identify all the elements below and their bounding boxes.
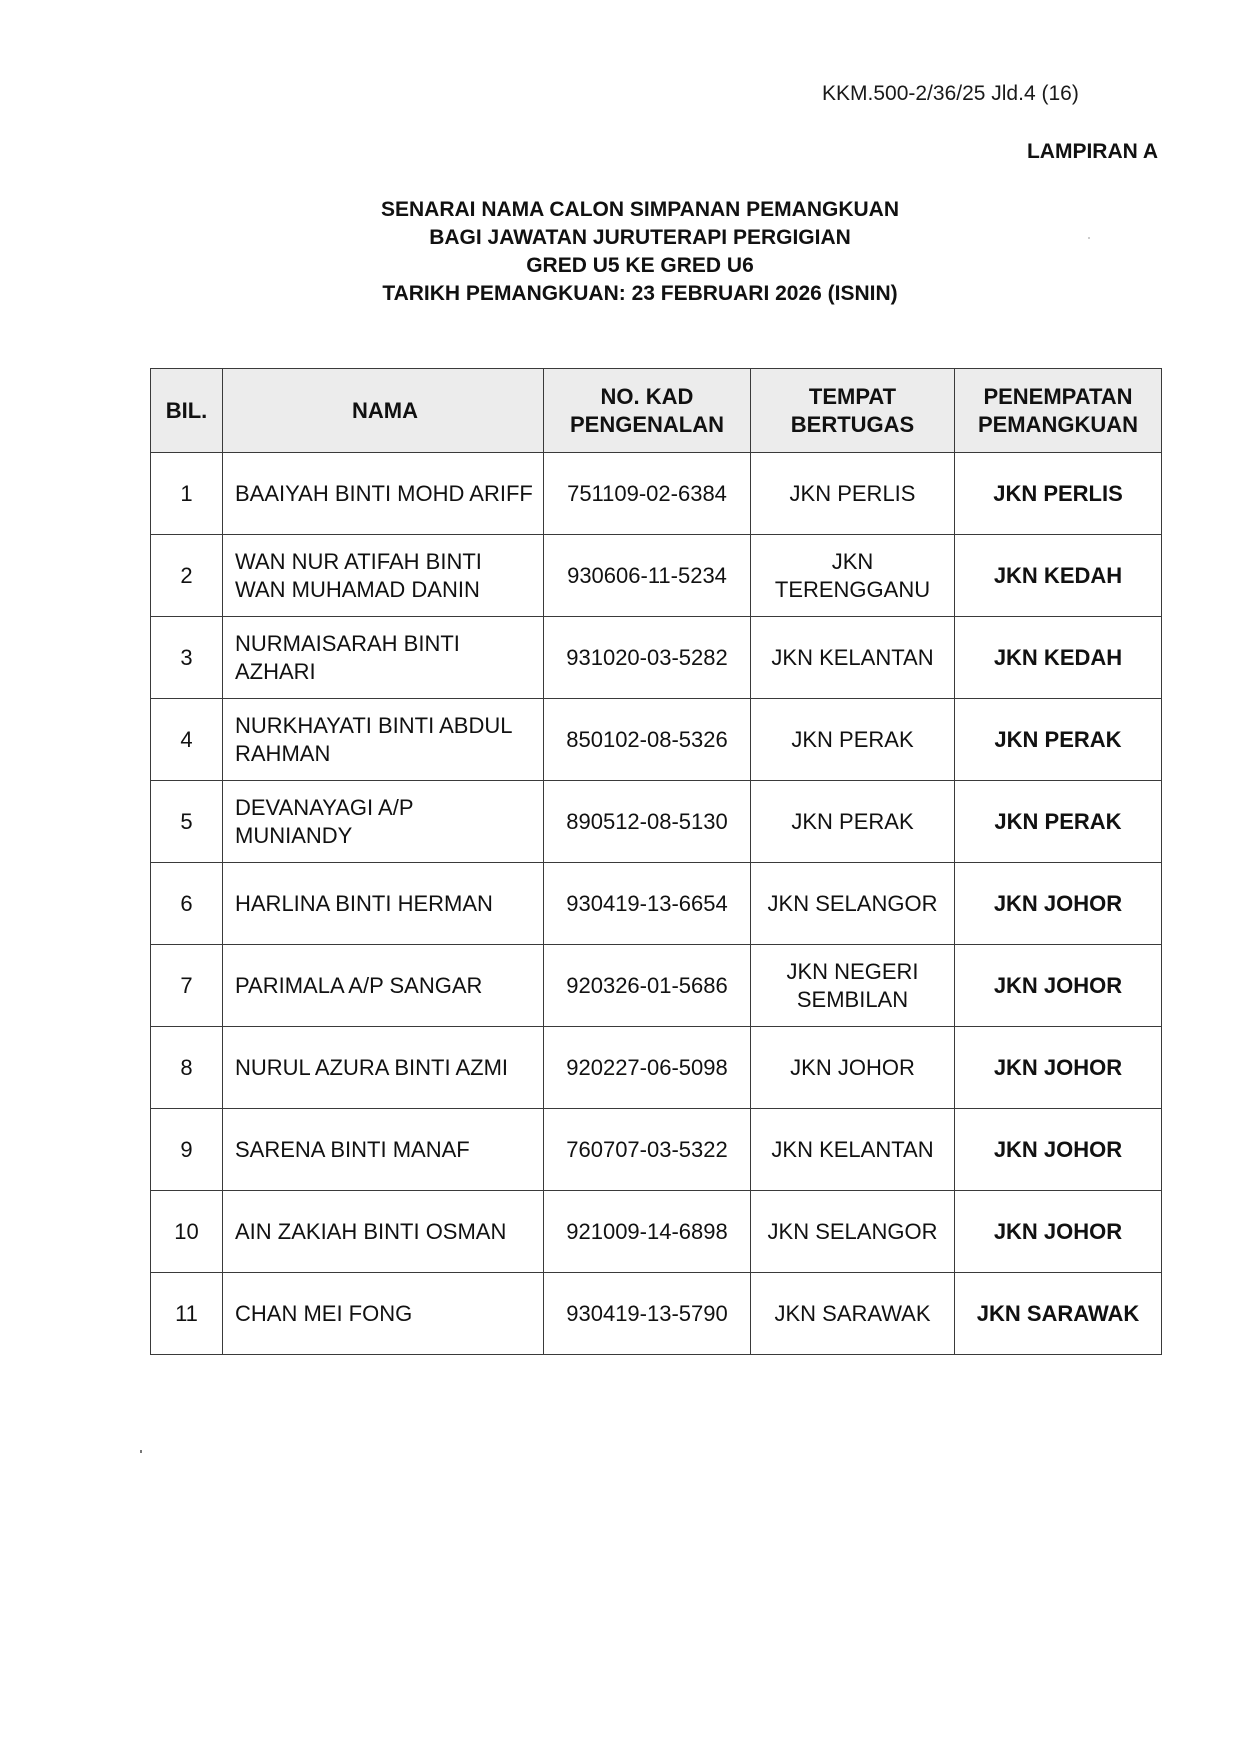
cell-bil: 7 <box>151 945 223 1027</box>
header-nama: NAMA <box>223 369 544 453</box>
cell-ic: 930419-13-5790 <box>544 1273 751 1355</box>
scan-artifact <box>140 1450 142 1453</box>
cell-nama: NURKHAYATI BINTI ABDUL RAHMAN <box>223 699 544 781</box>
table-row <box>151 945 1162 1027</box>
header-tempat-line: TEMPAT <box>808 383 897 409</box>
cell-ic: 751109-02-6384 <box>544 453 751 535</box>
cell-tempat: JKN TERENGGANU <box>751 535 955 617</box>
cell-bil: 8 <box>151 1027 223 1109</box>
cell-ic: 920326-01-5686 <box>544 945 751 1027</box>
title-line: SENARAI NAMA CALON SIMPANAN PEMANGKUAN <box>381 198 899 221</box>
attachment-label: LAMPIRAN A <box>1026 140 1158 163</box>
cell-ic: 760707-03-5322 <box>544 1109 751 1191</box>
cell-penempatan: JKN PERAK <box>955 781 1162 863</box>
cell-ic: 920227-06-5098 <box>544 1027 751 1109</box>
cell-nama: HARLINA BINTI HERMAN <box>223 863 544 945</box>
cell-bil: 6 <box>151 863 223 945</box>
cell-bil: 2 <box>151 535 223 617</box>
cell-penempatan: JKN PERLIS <box>955 453 1162 535</box>
cell-penempatan: JKN JOHOR <box>955 1027 1162 1109</box>
header-tempat <box>751 369 955 453</box>
header-bil: BIL. <box>151 369 223 453</box>
table-row <box>151 699 1162 781</box>
cell-tempat: JKN PERAK <box>751 699 955 781</box>
cell-bil: 5 <box>151 781 223 863</box>
cell-tempat: JKN KELANTAN <box>751 1109 955 1191</box>
cell-tempat: JKN JOHOR <box>751 1027 955 1109</box>
cell-bil: 11 <box>151 1273 223 1355</box>
cell-nama: NURMAISARAH BINTI AZHARI <box>223 617 544 699</box>
cell-tempat: JKN PERAK <box>751 781 955 863</box>
cell-nama: PARIMALA A/P SANGAR <box>223 945 544 1027</box>
table-row <box>151 535 1162 617</box>
header-ic <box>544 369 751 453</box>
table-row <box>151 781 1162 863</box>
table-row <box>151 1191 1162 1273</box>
cell-nama: CHAN MEI FONG <box>223 1273 544 1355</box>
scan-artifact <box>1088 237 1090 239</box>
cell-ic: 931020-03-5282 <box>544 617 751 699</box>
cell-nama: SARENA BINTI MANAF <box>223 1109 544 1191</box>
candidate-table <box>150 368 1162 1355</box>
cell-tempat: JKN KELANTAN <box>751 617 955 699</box>
cell-penempatan: JKN SARAWAK <box>955 1273 1162 1355</box>
cell-nama: NURUL AZURA BINTI AZMI <box>223 1027 544 1109</box>
title-line: TARIKH PEMANGKUAN: 23 FEBRUARI 2026 (ISNIN) <box>382 282 898 305</box>
cell-bil: 1 <box>151 453 223 535</box>
header-penempatan-line: PEMANGKUAN <box>977 411 1139 437</box>
table-row <box>151 863 1162 945</box>
header-penempatan <box>955 369 1162 453</box>
table-row <box>151 1027 1162 1109</box>
cell-penempatan: JKN KEDAH <box>955 535 1162 617</box>
header-tempat-line: BERTUGAS <box>790 411 915 437</box>
table-row <box>151 1273 1162 1355</box>
cell-tempat: JKN NEGERI SEMBILAN <box>751 945 955 1027</box>
cell-tempat: JKN SELANGOR <box>751 1191 955 1273</box>
header-ic-line: PENGENALAN <box>569 411 724 437</box>
cell-bil: 3 <box>151 617 223 699</box>
cell-bil: 9 <box>151 1109 223 1191</box>
cell-nama: AIN ZAKIAH BINTI OSMAN <box>223 1191 544 1273</box>
cell-nama: WAN NUR ATIFAH BINTI WAN MUHAMAD DANIN <box>223 535 544 617</box>
table-row <box>151 617 1162 699</box>
cell-penempatan: JKN JOHOR <box>955 945 1162 1027</box>
cell-bil: 4 <box>151 699 223 781</box>
cell-tempat: JKN SELANGOR <box>751 863 955 945</box>
cell-bil: 10 <box>151 1191 223 1273</box>
cell-ic: 890512-08-5130 <box>544 781 751 863</box>
document-title <box>0 196 1240 308</box>
cell-penempatan: JKN KEDAH <box>955 617 1162 699</box>
cell-ic: 930419-13-6654 <box>544 863 751 945</box>
table-header-row <box>151 369 1162 453</box>
title-line: BAGI JAWATAN JURUTERAPI PERGIGIAN <box>429 226 851 249</box>
title-line: GRED U5 KE GRED U6 <box>526 254 754 277</box>
cell-nama: BAAIYAH BINTI MOHD ARIFF <box>223 453 544 535</box>
cell-nama: DEVANAYAGI A/P MUNIANDY <box>223 781 544 863</box>
header-penempatan-line: PENEMPATAN <box>983 383 1133 409</box>
cell-ic: 850102-08-5326 <box>544 699 751 781</box>
reference-number: KKM.500-2/36/25 Jld.4 (16) <box>822 82 1079 105</box>
cell-ic: 930606-11-5234 <box>544 535 751 617</box>
cell-penempatan: JKN JOHOR <box>955 863 1162 945</box>
cell-penempatan: JKN JOHOR <box>955 1191 1162 1273</box>
cell-penempatan: JKN PERAK <box>955 699 1162 781</box>
header-ic-line: NO. KAD <box>600 383 694 409</box>
cell-tempat: JKN SARAWAK <box>751 1273 955 1355</box>
table-row <box>151 1109 1162 1191</box>
cell-penempatan: JKN JOHOR <box>955 1109 1162 1191</box>
cell-tempat: JKN PERLIS <box>751 453 955 535</box>
cell-ic: 921009-14-6898 <box>544 1191 751 1273</box>
table-row <box>151 453 1162 535</box>
